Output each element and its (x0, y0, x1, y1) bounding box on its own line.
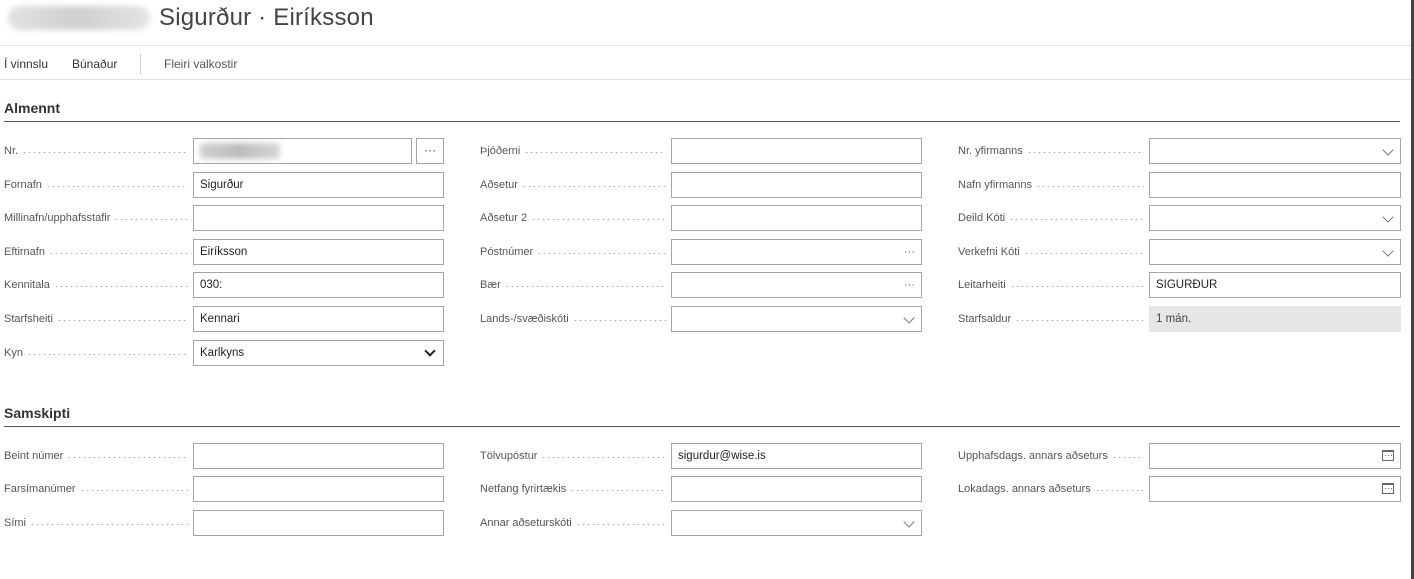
chevron-down-icon (1382, 211, 1393, 222)
toolbar-divider (140, 54, 141, 74)
phone-field[interactable] (193, 510, 444, 536)
search-name-field[interactable]: SIGURÐUR (1149, 272, 1401, 298)
chevron-down-icon (903, 516, 914, 527)
alt-address-code-select[interactable] (671, 510, 922, 536)
label-phone: Sími (4, 510, 188, 536)
calendar-icon[interactable] (1382, 483, 1394, 494)
nr-lookup-button[interactable]: ··· (416, 138, 444, 164)
seniority-value: 1 mán. (1149, 306, 1401, 332)
first-name-field[interactable]: Sigurður (193, 172, 444, 198)
manager-no-select[interactable] (1149, 138, 1401, 164)
label-address: Aðsetur (480, 172, 666, 198)
ssn-field[interactable]: 030: (193, 272, 444, 298)
more-options-button[interactable]: Fleiri valkostir (164, 57, 238, 71)
redacted-employee-number (8, 6, 150, 30)
label-project-code: Verkefni Kóti (958, 239, 1144, 265)
label-search-name: Leitarheiti (958, 272, 1144, 298)
manager-name-field[interactable] (1149, 172, 1401, 198)
middle-name-field[interactable] (193, 205, 444, 231)
chevron-down-icon (903, 312, 914, 323)
last-name-field[interactable]: Eiríksson (193, 239, 444, 265)
section-title-communication: Samskipti (4, 405, 71, 421)
label-company-email: Netfang fyrirtækis (480, 476, 666, 502)
chevron-down-icon (1382, 144, 1393, 155)
action-in-process[interactable]: Í vinnslu (4, 57, 49, 71)
section-divider-communication (4, 426, 1400, 427)
chevron-down-icon (1382, 245, 1393, 256)
label-alt-end-date: Lokadags. annars aðseturs (958, 476, 1144, 502)
label-first-name: Fornafn (4, 172, 188, 198)
nr-field[interactable] (193, 138, 412, 164)
alt-start-date-field[interactable] (1149, 443, 1401, 469)
gender-select[interactable]: Karlkyns (193, 340, 444, 366)
dept-code-select[interactable] (1149, 205, 1401, 231)
label-city: Bær (480, 272, 666, 298)
label-alt-address-code: Annar aðseturskóti (480, 510, 666, 536)
country-select[interactable] (671, 306, 922, 332)
mobile-field[interactable] (193, 476, 444, 502)
postcode-field[interactable] (671, 239, 922, 265)
label-manager-no: Nr. yfirmanns (958, 138, 1144, 164)
label-ssn: Kennitala (4, 272, 188, 298)
address-field[interactable] (671, 172, 922, 198)
label-alt-start-date: Upphafsdags. annars aðseturs (958, 443, 1144, 469)
ellipsis-icon[interactable]: ··· (904, 246, 915, 258)
label-middle-name: Millinafn/upphafsstafir (4, 205, 188, 231)
city-field[interactable] (671, 272, 922, 298)
company-email-field[interactable] (671, 476, 922, 502)
label-nationality: Þjóðerni (480, 138, 666, 164)
label-direct-phone: Beint númer (4, 443, 188, 469)
section-divider-general (4, 121, 1400, 122)
label-manager-name: Nafn yfirmanns (958, 172, 1144, 198)
page-header (0, 0, 1414, 46)
label-address2: Aðsetur 2 (480, 205, 666, 231)
label-gender: Kyn (4, 340, 188, 366)
label-seniority: Starfsaldur (958, 306, 1144, 332)
email-field[interactable]: sigurdur@wise.is (671, 443, 922, 469)
ellipsis-icon[interactable]: ··· (904, 279, 915, 291)
calendar-icon[interactable] (1382, 450, 1394, 461)
project-code-select[interactable] (1149, 239, 1401, 265)
address2-field[interactable] (671, 205, 922, 231)
redacted-value (200, 143, 280, 159)
chevron-down-icon (424, 345, 435, 356)
label-email: Tölvupóstur (480, 443, 666, 469)
label-last-name: Eftirnafn (4, 239, 188, 265)
label-postcode: Póstnúmer (480, 239, 666, 265)
alt-end-date-field[interactable] (1149, 476, 1401, 502)
action-bar (0, 47, 1411, 80)
label-dept-code: Deild Kóti (958, 205, 1144, 231)
action-equipment[interactable]: Búnaður (72, 57, 118, 71)
label-country: Lands-/svæðiskóti (480, 306, 666, 332)
job-title-field[interactable]: Kennari (193, 306, 444, 332)
label-mobile: Farsímanúmer (4, 476, 188, 502)
direct-phone-field[interactable] (193, 443, 444, 469)
page-title: Sigurður · Eiríksson (159, 4, 374, 31)
label-nr: Nr. (4, 138, 188, 164)
label-job-title: Starfsheiti (4, 306, 188, 332)
section-title-general: Almennt (4, 100, 60, 116)
nationality-field[interactable] (671, 138, 922, 164)
